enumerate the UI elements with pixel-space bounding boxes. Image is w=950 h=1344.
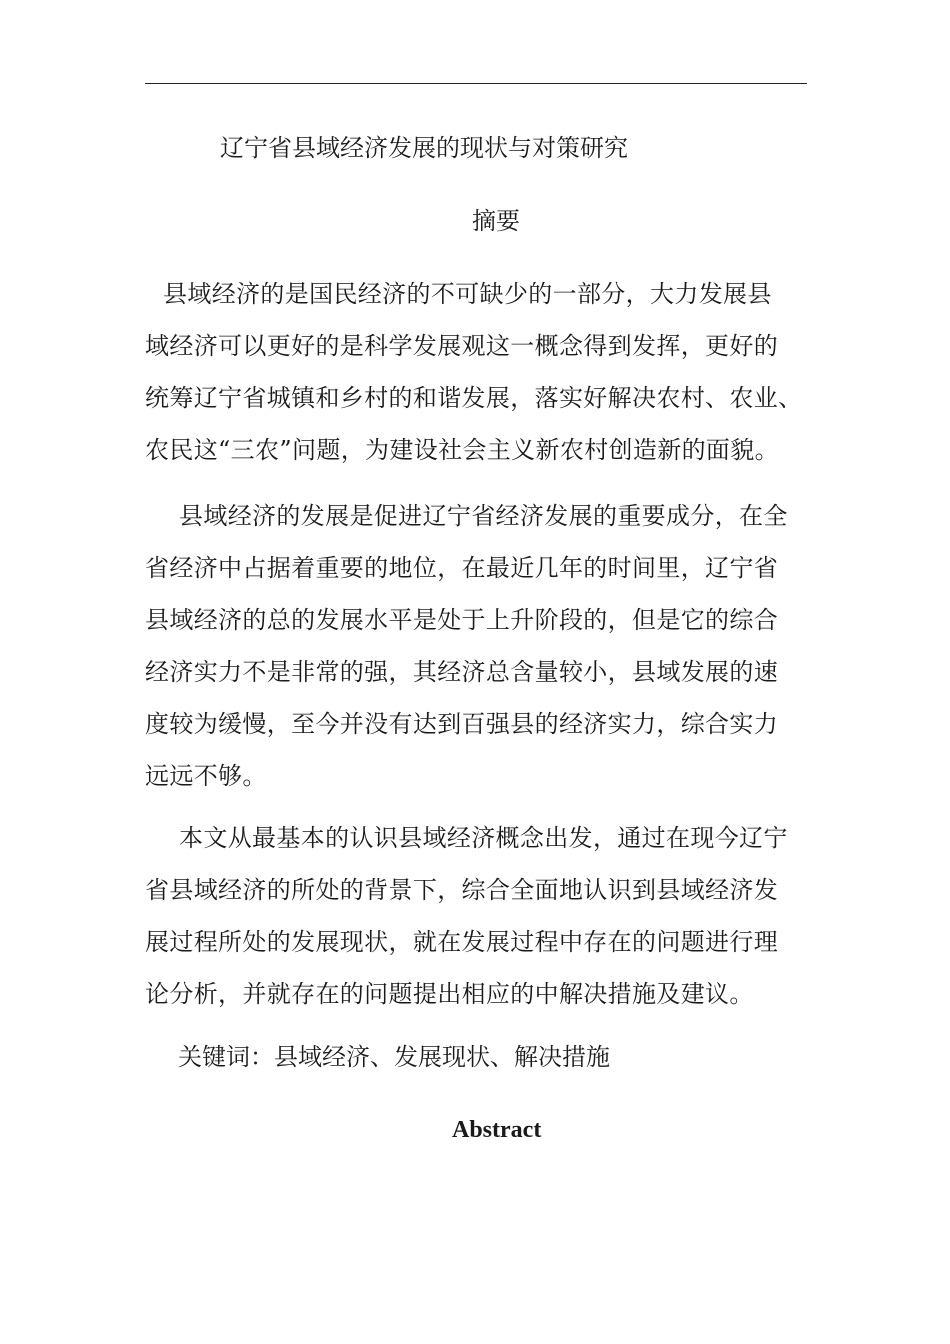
paragraph-1-line-1: 县域经济的是国民经济的不可缺少的一部分，大力发展县 [163,280,772,308]
paragraph-3-line-2: 省县域经济的所处的背景下，综合全面地认识到县域经济发 [145,876,779,904]
abstract-paragraph-2 [145,490,810,802]
paragraph-2-line-1: 县域经济的发展是促进辽宁省经济发展的重要成分，在全 [179,502,788,530]
english-abstract-heading: Abstract [452,1117,542,1143]
paragraph-1-line-3: 统筹辽宁省城镇和乡村的和谐发展，落实好解决农村、农业、 [145,384,803,412]
paragraph-3-line-3: 展过程所处的发展现状，就在发展过程中存在的问题进行理 [145,928,779,956]
keywords-line: 关键词：县域经济、发展现状、解决措施 [178,1043,610,1071]
header-rule [145,83,807,84]
abstract-heading: 摘要 [472,207,520,235]
document-title: 辽宁省县域经济发展的现状与对策研究 [220,134,628,162]
paragraph-2-line-5: 度较为缓慢，至今并没有达到百强县的经济实力，综合实力 [145,710,779,738]
paragraph-2-line-6: 远远不够。 [145,762,267,790]
paragraph-1-line-2: 域经济可以更好的是科学发展观这一概念得到发挥，更好的 [145,332,779,360]
abstract-paragraph-3 [145,812,810,1020]
paragraph-1-line-4: 农民这“三农”问题，为建设社会主义新农村创造新的面貌。 [145,436,779,464]
paragraph-2-line-2: 省经济中占据着重要的地位，在最近几年的时间里，辽宁省 [145,554,779,582]
paragraph-2-line-4: 经济实力不是非常的强，其经济总含量较小，县域发展的速 [145,658,779,686]
paragraph-3-line-1: 本文从最基本的认识县域经济概念出发，通过在现今辽宁 [179,824,788,852]
paragraph-2-line-3: 县域经济的总的发展水平是处于上升阶段的，但是它的综合 [145,606,779,634]
abstract-paragraph-1 [145,268,810,476]
paragraph-3-line-4: 论分析，并就存在的问题提出相应的中解决措施及建议。 [145,980,754,1008]
